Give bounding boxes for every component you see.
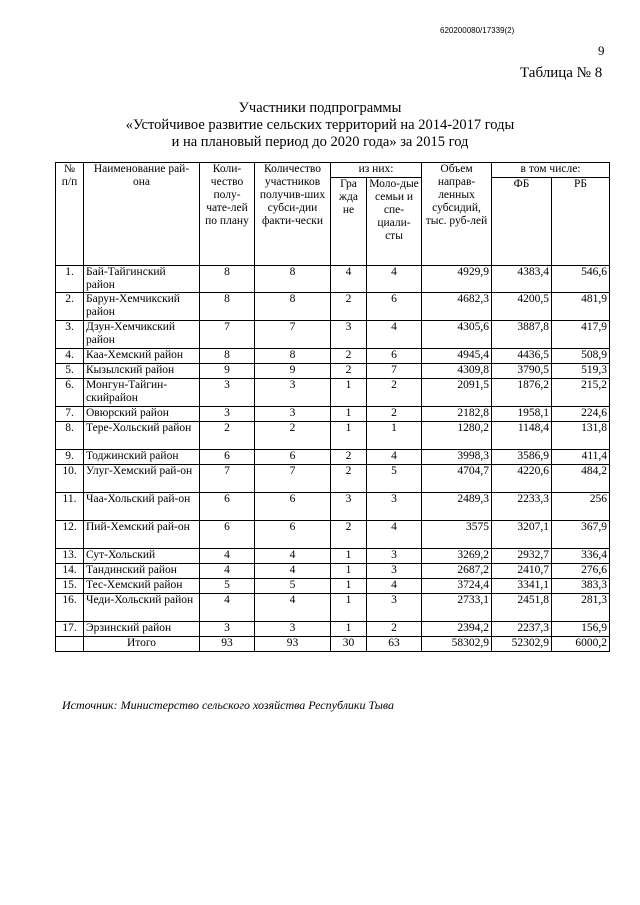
cell-citizens: 1 <box>331 564 367 579</box>
total-young: 63 <box>367 637 422 652</box>
cell-fb: 2451,8 <box>492 594 552 622</box>
header-young: Моло-дые семьи и спе-циали-сты <box>367 178 422 266</box>
cell-no: 5. <box>56 364 84 379</box>
header-no: № п/п <box>56 163 84 266</box>
table-row <box>56 493 610 521</box>
cell-citizens: 3 <box>331 493 367 521</box>
cell-rb: 383,3 <box>552 579 610 594</box>
cell-actual: 8 <box>255 266 331 293</box>
cell-citizens: 2 <box>331 349 367 364</box>
total-planned: 93 <box>200 637 255 652</box>
cell-fb: 4383,4 <box>492 266 552 293</box>
cell-citizens: 1 <box>331 579 367 594</box>
table-body <box>56 266 610 637</box>
cell-young: 4 <box>367 450 422 465</box>
cell-fb: 4200,5 <box>492 293 552 321</box>
cell-no: 2. <box>56 293 84 321</box>
cell-name: Чаа-Хольский рай-он <box>84 493 200 521</box>
cell-rb: 417,9 <box>552 321 610 349</box>
cell-citizens: 1 <box>331 407 367 422</box>
total-citizens: 30 <box>331 637 367 652</box>
cell-citizens: 1 <box>331 594 367 622</box>
cell-name: Монгун-Тайгин-скийрайон <box>84 379 200 407</box>
cell-planned: 2 <box>200 422 255 450</box>
cell-fb: 3790,5 <box>492 364 552 379</box>
cell-planned: 4 <box>200 594 255 622</box>
cell-actual: 3 <box>255 622 331 637</box>
cell-no: 9. <box>56 450 84 465</box>
table-row <box>56 364 610 379</box>
cell-young: 6 <box>367 293 422 321</box>
cell-citizens: 4 <box>331 266 367 293</box>
cell-young: 4 <box>367 579 422 594</box>
table-row <box>56 379 610 407</box>
total-row <box>56 637 610 652</box>
cell-planned: 6 <box>200 450 255 465</box>
total-label: Итого <box>84 637 200 652</box>
cell-no: 17. <box>56 622 84 637</box>
cell-actual: 4 <box>255 549 331 564</box>
cell-fb: 2932,7 <box>492 549 552 564</box>
page-number: 9 <box>598 43 605 58</box>
cell-citizens: 2 <box>331 293 367 321</box>
cell-name: Тере-Хольский район <box>84 422 200 450</box>
cell-actual: 6 <box>255 450 331 465</box>
participants-table <box>55 162 610 652</box>
cell-rb: 276,6 <box>552 564 610 579</box>
header-volume: Объем направ-ленных субсидий, тыс. руб-лей <box>422 163 492 266</box>
cell-rb: 131,8 <box>552 422 610 450</box>
cell-volume: 2182,8 <box>422 407 492 422</box>
title-line-2: «Устойчивое развитие сельских территорий на 2014-2017 годы <box>125 117 515 133</box>
cell-name: Дзун-Хемчикский район <box>84 321 200 349</box>
cell-name: Овюрский район <box>84 407 200 422</box>
cell-rb: 546,6 <box>552 266 610 293</box>
cell-rb: 215,2 <box>552 379 610 407</box>
cell-name: Тоджинский район <box>84 450 200 465</box>
table-row <box>56 407 610 422</box>
table-row <box>56 349 610 364</box>
cell-citizens: 1 <box>331 622 367 637</box>
cell-actual: 5 <box>255 579 331 594</box>
cell-citizens: 3 <box>331 321 367 349</box>
cell-no: 12. <box>56 521 84 549</box>
title-line-3: и на плановый период до 2020 года» за 2015 год <box>171 134 469 150</box>
cell-actual: 3 <box>255 379 331 407</box>
cell-rb: 481,9 <box>552 293 610 321</box>
cell-volume: 3269,2 <box>422 549 492 564</box>
cell-fb: 3586,9 <box>492 450 552 465</box>
source-note: Источник: Министерство сельского хозяйства Республики Тыва <box>62 698 395 712</box>
cell-fb: 4220,6 <box>492 465 552 493</box>
cell-citizens: 2 <box>331 364 367 379</box>
cell-volume: 2394,2 <box>422 622 492 637</box>
cell-planned: 3 <box>200 407 255 422</box>
cell-name: Бай-Тайгинский район <box>84 266 200 293</box>
cell-rb: 256 <box>552 493 610 521</box>
cell-no: 16. <box>56 594 84 622</box>
cell-actual: 8 <box>255 349 331 364</box>
cell-young: 4 <box>367 266 422 293</box>
cell-volume: 2489,3 <box>422 493 492 521</box>
cell-no: 11. <box>56 493 84 521</box>
cell-actual: 9 <box>255 364 331 379</box>
table-row <box>56 521 610 549</box>
cell-fb: 2410,7 <box>492 564 552 579</box>
cell-young: 5 <box>367 465 422 493</box>
cell-rb: 336,4 <box>552 549 610 564</box>
cell-rb: 484,2 <box>552 465 610 493</box>
cell-fb: 3341,1 <box>492 579 552 594</box>
header-actual: Количество участников получив-ших субси-дии факти-чески <box>255 163 331 266</box>
title-line-1: Участники подпрограммы <box>238 100 402 116</box>
cell-volume: 3575 <box>422 521 492 549</box>
cell-young: 3 <box>367 564 422 579</box>
cell-planned: 8 <box>200 266 255 293</box>
cell-actual: 6 <box>255 493 331 521</box>
cell-name: Тандинский район <box>84 564 200 579</box>
cell-rb: 367,9 <box>552 521 610 549</box>
cell-rb: 519,3 <box>552 364 610 379</box>
cell-actual: 7 <box>255 321 331 349</box>
cell-planned: 4 <box>200 564 255 579</box>
table-row <box>56 321 610 349</box>
cell-young: 6 <box>367 349 422 364</box>
cell-volume: 3724,4 <box>422 579 492 594</box>
cell-planned: 8 <box>200 293 255 321</box>
cell-citizens: 2 <box>331 465 367 493</box>
cell-fb: 3887,8 <box>492 321 552 349</box>
cell-actual: 7 <box>255 465 331 493</box>
table-row <box>56 594 610 622</box>
table-row <box>56 293 610 321</box>
cell-actual: 3 <box>255 407 331 422</box>
header-name: Наименование рай-она <box>84 163 200 266</box>
cell-volume: 4704,7 <box>422 465 492 493</box>
document-id: 620200080/17339(2) <box>440 26 515 35</box>
cell-young: 3 <box>367 594 422 622</box>
cell-fb: 1148,4 <box>492 422 552 450</box>
cell-volume: 4945,4 <box>422 349 492 364</box>
cell-planned: 6 <box>200 493 255 521</box>
cell-no: 13. <box>56 549 84 564</box>
cell-planned: 7 <box>200 321 255 349</box>
cell-young: 1 <box>367 422 422 450</box>
cell-planned: 9 <box>200 364 255 379</box>
table-row <box>56 622 610 637</box>
cell-young: 2 <box>367 379 422 407</box>
cell-young: 3 <box>367 493 422 521</box>
cell-fb: 4436,5 <box>492 349 552 364</box>
cell-name: Каа-Хемский район <box>84 349 200 364</box>
total-volume: 58302,9 <box>422 637 492 652</box>
cell-volume: 4309,8 <box>422 364 492 379</box>
cell-volume: 2091,5 <box>422 379 492 407</box>
cell-volume: 1280,2 <box>422 422 492 450</box>
cell-name: Чеди-Хольский район <box>84 594 200 622</box>
cell-no: 7. <box>56 407 84 422</box>
cell-rb: 224,6 <box>552 407 610 422</box>
cell-no: 3. <box>56 321 84 349</box>
cell-citizens: 1 <box>331 422 367 450</box>
header-of-them: из них: <box>331 163 422 178</box>
cell-young: 4 <box>367 521 422 549</box>
cell-name: Улуг-Хемский рай-он <box>84 465 200 493</box>
cell-fb: 2233,3 <box>492 493 552 521</box>
cell-actual: 8 <box>255 293 331 321</box>
header-citizens: Гра жда не <box>331 178 367 266</box>
cell-no: 14. <box>56 564 84 579</box>
table-row <box>56 549 610 564</box>
cell-actual: 2 <box>255 422 331 450</box>
cell-planned: 7 <box>200 465 255 493</box>
header-fb: ФБ <box>492 178 552 266</box>
total-no-cell <box>56 637 84 652</box>
table-row <box>56 564 610 579</box>
cell-planned: 5 <box>200 579 255 594</box>
cell-planned: 3 <box>200 379 255 407</box>
table-row <box>56 579 610 594</box>
cell-citizens: 1 <box>331 379 367 407</box>
cell-actual: 4 <box>255 564 331 579</box>
table-row <box>56 422 610 450</box>
cell-fb: 1958,1 <box>492 407 552 422</box>
cell-no: 6. <box>56 379 84 407</box>
cell-no: 10. <box>56 465 84 493</box>
cell-planned: 6 <box>200 521 255 549</box>
cell-fb: 2237,3 <box>492 622 552 637</box>
total-rb: 6000,2 <box>552 637 610 652</box>
cell-fb: 3207,1 <box>492 521 552 549</box>
header-planned: Коли-чество полу-чате-лей по плану <box>200 163 255 266</box>
cell-name: Тес-Хемский район <box>84 579 200 594</box>
cell-name: Сут-Хольский <box>84 549 200 564</box>
total-fb: 52302,9 <box>492 637 552 652</box>
cell-name: Пий-Хемский рай-он <box>84 521 200 549</box>
cell-young: 2 <box>367 407 422 422</box>
cell-planned: 8 <box>200 349 255 364</box>
cell-no: 4. <box>56 349 84 364</box>
table-row <box>56 450 610 465</box>
cell-actual: 6 <box>255 521 331 549</box>
table-row <box>56 266 610 293</box>
cell-young: 2 <box>367 622 422 637</box>
cell-name: Барун-Хемчикский район <box>84 293 200 321</box>
table-row <box>56 465 610 493</box>
cell-rb: 156,9 <box>552 622 610 637</box>
cell-citizens: 2 <box>331 450 367 465</box>
cell-rb: 281,3 <box>552 594 610 622</box>
cell-volume: 3998,3 <box>422 450 492 465</box>
header-rb: РБ <box>552 178 610 266</box>
cell-no: 15. <box>56 579 84 594</box>
cell-fb: 1876,2 <box>492 379 552 407</box>
cell-no: 1. <box>56 266 84 293</box>
cell-volume: 2687,2 <box>422 564 492 579</box>
cell-citizens: 2 <box>331 521 367 549</box>
cell-rb: 411,4 <box>552 450 610 465</box>
cell-volume: 4305,6 <box>422 321 492 349</box>
total-actual: 93 <box>255 637 331 652</box>
cell-no: 8. <box>56 422 84 450</box>
cell-name: Эрзинский район <box>84 622 200 637</box>
cell-young: 4 <box>367 321 422 349</box>
cell-volume: 2733,1 <box>422 594 492 622</box>
cell-actual: 4 <box>255 594 331 622</box>
cell-volume: 4682,3 <box>422 293 492 321</box>
cell-young: 3 <box>367 549 422 564</box>
cell-young: 7 <box>367 364 422 379</box>
table-label: Таблица № 8 <box>520 65 603 81</box>
cell-rb: 508,9 <box>552 349 610 364</box>
header-including: в том числе: <box>492 163 610 178</box>
cell-planned: 3 <box>200 622 255 637</box>
cell-citizens: 1 <box>331 549 367 564</box>
cell-planned: 4 <box>200 549 255 564</box>
document-title <box>0 100 640 151</box>
cell-name: Кызылский район <box>84 364 200 379</box>
cell-volume: 4929,9 <box>422 266 492 293</box>
